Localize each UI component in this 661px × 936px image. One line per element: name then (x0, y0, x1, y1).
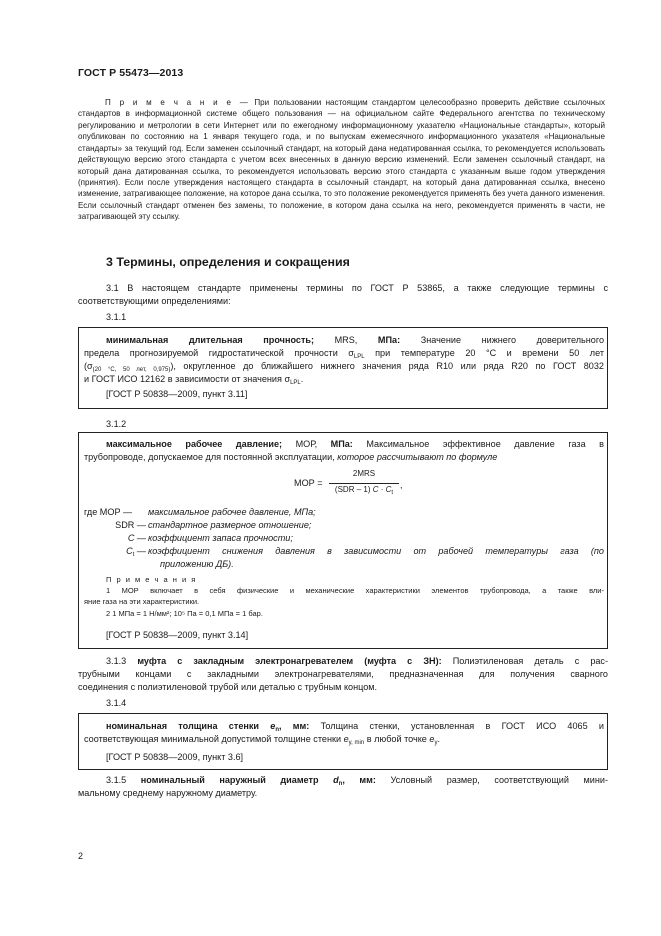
where-def-mop: максимальное рабочее давление, МПа; (148, 507, 316, 517)
formula-denominator: (SDR – 1) $C \cdot C_t$ (334, 485, 394, 496)
note-1-line1: 1 МОР включает в себя физические и механические характеристики элементов трубопровода, а также вли- (106, 586, 604, 595)
term-number-3-1-1: 3.1.1 (106, 312, 127, 322)
term-box-3-1-4 (78, 713, 608, 770)
reference-note (78, 97, 605, 223)
where-sym-ct: $C_t$ — (126, 546, 146, 558)
term-3-1-2-name: максимальное рабочее давление; (106, 439, 283, 449)
term-3-1-4-line1: номинальная толщина стенки $e_n$, мм: Толщина стенки, установленная в ГОСТ ИСО 4065 и (106, 721, 604, 733)
where-sym-c: C — (127, 533, 146, 543)
term-3-1-2-line2: трубопроводе, допускаемое для постоянной эксплуатации, которое рассчитывают по формуле (84, 452, 498, 462)
where-sym-mop: где МОР — (84, 507, 133, 517)
formula-end: , (400, 480, 403, 490)
term-3-1-3-line2: трубными концами с закладными электронагревателями, предназначенная для получения сварного (78, 669, 608, 679)
notes-label: П р и м е ч а н и я (106, 575, 197, 584)
para-3-1-line2: соответствующими определениями: (78, 296, 231, 306)
document-code: ГОСТ Р 55473—2013 (78, 67, 184, 79)
formula-fraction-bar (329, 483, 399, 484)
where-def-ct: коэффициент снижения давления в зависимости от рабочей температуры газа (по (148, 546, 604, 556)
where-def-ct-cont: приложению ДБ). (160, 559, 234, 569)
term-3-1-1-line4: и ГОСТ ИСО 12162 в зависимости от значения $\sigma_{LPL}$. (84, 374, 304, 386)
note-1-line2: яние газа на эти характеристики. (84, 597, 200, 606)
para-3-1-line1: 3.1 В настоящем стандарте применены термины по ГОСТ Р 53865, а также следующие термины с (106, 283, 608, 293)
term-box-3-1-1 (78, 327, 608, 409)
term-3-1-1-line3: $(\sigma_{(20 ^\circ С, 50 лет, 0,975)})$, округленное до ближайшего нижнего значения ряда R10 или ряда R20 по ГОСТ 8032 (84, 361, 604, 373)
where-def-sdr: стандартное размерное отношение; (148, 520, 312, 530)
note-label: П р и м е ч а н и е — (105, 98, 250, 107)
section-title: 3 Термины, определения и сокращения (106, 255, 350, 269)
term-3-1-4-line2: соответствующая минимальной допустимой толщине стенки $e_{y, min}$ в любой точке $e_y$. (84, 734, 440, 746)
term-3-1-4-reference: [ГОСТ Р 50838—2009, пункт 3.6] (106, 752, 244, 762)
term-3-1-4-name: номинальная толщина стенки $e_n$, мм: (106, 721, 310, 733)
term-3-1-1-line1: минимальная длительная прочность; MRS, МПа: Значение нижнего доверительного (106, 335, 605, 345)
term-3-1-2-reference: [ГОСТ Р 50838—2009, пункт 3.14] (106, 630, 249, 640)
formula-lhs: МОР = (294, 478, 323, 488)
term-number-3-1-4: 3.1.4 (106, 698, 127, 708)
where-sym-sdr: SDR — (115, 520, 146, 530)
term-number-3-1-2: 3.1.2 (106, 419, 127, 429)
term-3-1-2-line1: максимальное рабочее давление; МОР, МПа: Максимальное эффективное давление газа в (106, 439, 604, 449)
term-3-1-1-name: минимальная длительная прочность; (106, 335, 315, 345)
term-3-1-5-line2: мальному среднему наружному диаметру. (78, 788, 258, 798)
term-3-1-3-line1: 3.1.3 муфта с закладным электронагревателем (муфта с ЗН): Полиэтиленовая деталь с рас- (106, 656, 609, 666)
term-3-1-5-name: номинальный наружный диаметр $d_n$, мм: (126, 775, 376, 787)
note-2: 2 1 МПа = 1 Н/мм²; 10⁵ Па = 0,1 МПа = 1 бар. (106, 609, 263, 618)
formula-numerator: 2MRS (352, 469, 376, 478)
where-def-c: коэффициент запаса прочности; (148, 533, 293, 543)
page-number: 2 (78, 851, 84, 861)
term-box-3-1-2 (78, 432, 608, 649)
term-3-1-1-line2: предела прогнозируемой гидростатической прочности $\sigma_{LPL}$ при температуре 20 °С и времени 50 лет (84, 348, 604, 360)
note-text: При пользовании настоящим стандартом целесообразно проверить действие ссылочных стандартов в информационной системе общего пользования — на официальном сайте Федерального агентства по техническому регулированию и метрологии в сети Интернет или по ежегодному информационному указателю «Национальные стандарты», который опубликован по состоянию на 1 января текущего года, и по выпускам ежемесячного информационного указателя «Национальные стандарты» за текущий год. Если заменен ссылочный стандарт, на который дана недатированная ссылка, то рекомендуется использовать действующую версию этого стандарта с учетом всех внесенных в данную версию изменений. Если заменен ссылочный стандарт, на который дана датированная ссылка, то рекомендуется использовать версию этого стандарта с указанным выше годом утверждения (принятия). Если после утверждения настоящего стандарта в ссылочный стандарт, на который дана датированная ссылка, внесено изменение, затрагивающее положение, на которое дана ссылка, то это положение рекомендуется применять без учета данного изменения. Если ссылочный стандарт отменен без замены, то положение, в котором дана ссылка на него, рекомендуется применять в части, не затрагивающей эту ссылку. (78, 98, 605, 222)
term-3-1-3-line3: соединения с полиэтиленовой трубой или деталью с трубным концом. (78, 682, 378, 692)
term-3-1-1-reference: [ГОСТ Р 50838—2009, пункт 3.11] (106, 389, 248, 399)
term-3-1-5-line1: 3.1.5 номинальный наружный диаметр $d_n$, мм: Условный размер, соответствующий мини- (106, 775, 609, 787)
term-3-1-3-name: муфта с закладным электронагревателем (муфта с ЗН): (137, 656, 442, 666)
